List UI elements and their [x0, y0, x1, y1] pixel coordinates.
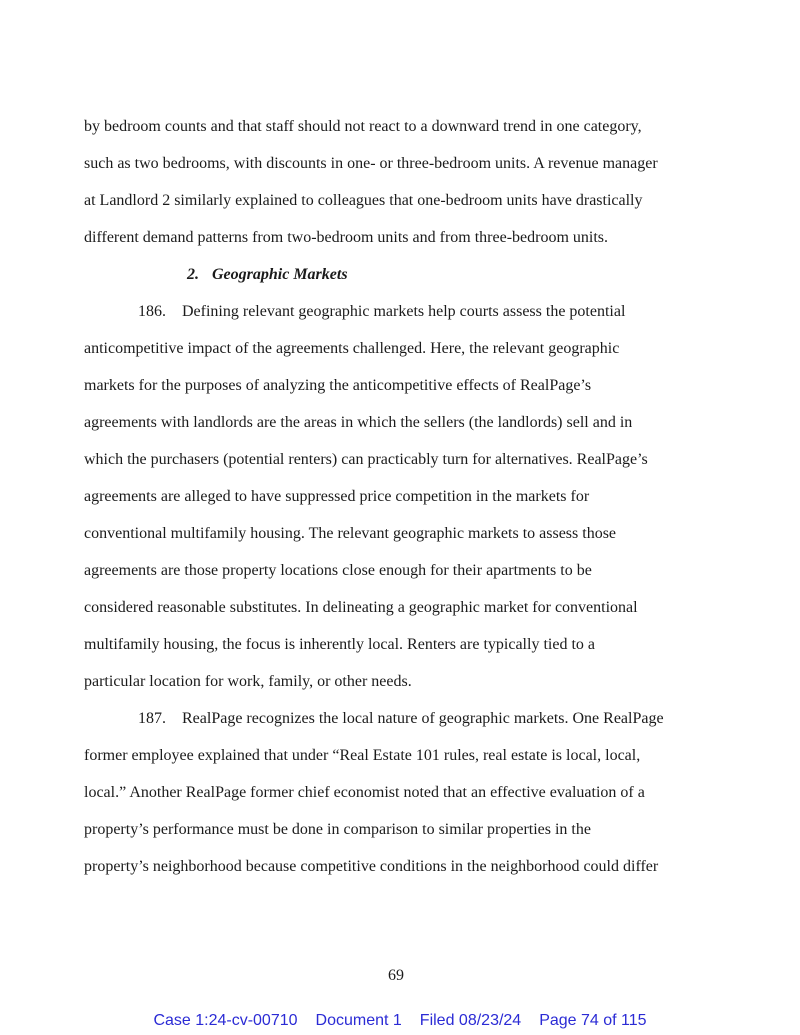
- text-line: conventional multifamily housing. The relevant geographic markets to assess those: [84, 525, 617, 542]
- section-heading-title: Geographic Markets: [212, 266, 348, 283]
- text-line: at Landlord 2 similarly explained to colleagues that one-bedroom units have drastically: [84, 192, 643, 209]
- section-heading: [84, 256, 732, 293]
- text-line: agreements are those property locations close enough for their apartments to be: [84, 562, 592, 579]
- text-line: agreements with landlords are the areas in which the sellers (the landlords) sell and in: [84, 414, 633, 431]
- text-line: multifamily housing, the focus is inherently local. Renters are typically tied to a: [84, 636, 595, 653]
- text-line: which the purchasers (potential renters) can practicably turn for alternatives. RealPage’s: [84, 451, 648, 468]
- text-line: 187. RealPage recognizes the local nature of geographic markets. One RealPage: [138, 710, 664, 727]
- document-body: [84, 108, 732, 885]
- court-stamp: [0, 1011, 800, 1031]
- text-line: considered reasonable substitutes. In delineating a geographic market for conventional: [84, 599, 638, 616]
- text-line: agreements are alleged to have suppressed price competition in the markets for: [84, 488, 590, 505]
- text-line: local.” Another RealPage former chief economist noted that an effective evaluation of a: [84, 784, 645, 801]
- text-line: anticompetitive impact of the agreements challenged. Here, the relevant geographic: [84, 340, 620, 357]
- court-stamp-segment: Document 1: [315, 1012, 402, 1029]
- text-line: such as two bedrooms, with discounts in one- or three-bedroom units. A revenue manager: [84, 155, 658, 172]
- text-line: by bedroom counts and that staff should not react to a downward trend in one category,: [84, 118, 642, 135]
- text-line: property’s performance must be done in comparison to similar properties in the: [84, 821, 591, 838]
- text-line: particular location for work, family, or other needs.: [84, 673, 412, 690]
- text-line: 186. Defining relevant geographic markets help courts assess the potential: [138, 303, 626, 320]
- text-line: markets for the purposes of analyzing the anticompetitive effects of RealPage’s: [84, 377, 592, 394]
- court-stamp-segment: Case 1:24-cv-00710: [153, 1012, 298, 1029]
- text-line: former employee explained that under “Real Estate 101 rules, real estate is local, local,: [84, 747, 641, 764]
- court-stamp-segment: Page 74 of 115: [539, 1012, 647, 1029]
- section-heading-number: 2.: [187, 266, 199, 283]
- page-number: 69: [388, 967, 404, 984]
- court-stamp-segment: Filed 08/23/24: [419, 1012, 522, 1029]
- text-line: different demand patterns from two-bedroom units and from three-bedroom units.: [84, 229, 609, 246]
- text-line: property’s neighborhood because competitive conditions in the neighborhood could differ: [84, 858, 659, 875]
